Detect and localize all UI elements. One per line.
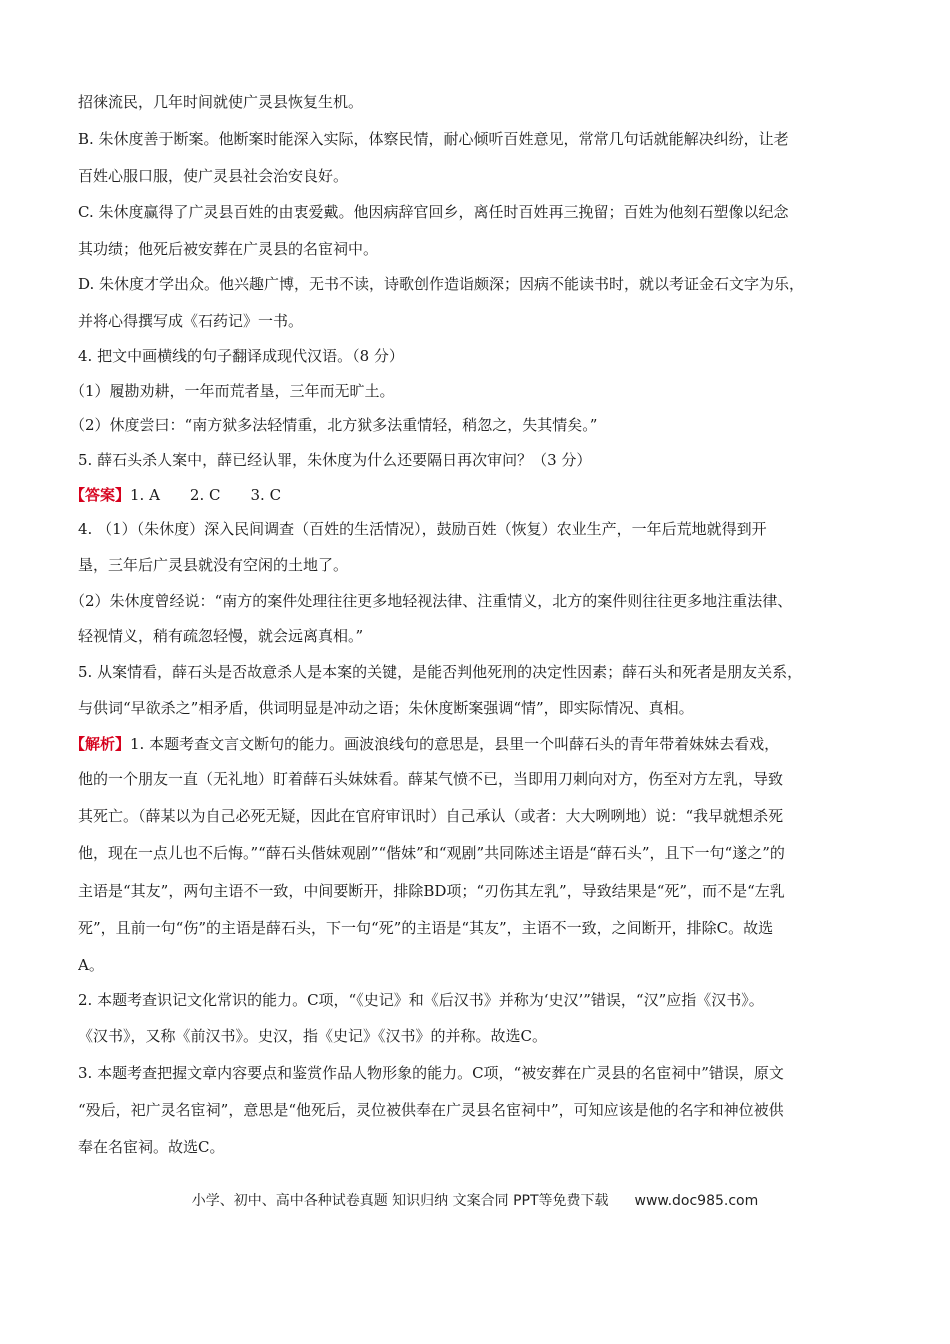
analysis-line: A。 [78, 956, 104, 974]
answer-line: 与供词“早欲杀之”相矛盾，供词明显是冲动之语；朱休度断案强调“情”，即实际情况、真相。 [78, 699, 694, 717]
analysis-line: 3. 本题考查把握文章内容要点和鉴赏作品人物形象的能力。C项，“被安葬在广灵县的名宦祠中”错误，原文 [78, 1064, 784, 1082]
analysis-line: 他，现在一点儿也不后悔。”“薛石头偕妹观剧”“偕妹”和“观剧”共同陈述主语是“薛石头”，且下一句“遂之”的 [78, 844, 785, 862]
answer-line: 轻视情义，稍有疏忽轻慢，就会远离真相。” [78, 627, 364, 645]
question-4-2: （2）休度尝曰：“南方狱多法轻情重，北方狱多法重情轻，稍忽之，失其情矣。” [70, 416, 598, 434]
analysis-line: 死”，且前一句“伤”的主语是薛石头，下一句“死”的主语是“其友”，主语不一致，之间断开，排除C。故选 [78, 919, 774, 937]
answer-line: 4. （1）（朱休度）深入民间调查（百姓的生活情况），鼓励百姓（恢复）农业生产，一年后荒地就得到开 [78, 520, 767, 538]
question-4-1: （1）履勘劝耕，一年而荒者垦，三年而无旷土。 [70, 382, 395, 400]
analysis-line: 其死亡。（薛某以为自己必死无疑，因此在官府审讯时）自己承认（或者：大大咧咧地）说：“我早就想杀死 [78, 807, 784, 825]
analysis-heading [70, 734, 870, 754]
question-5: 5. 薛石头杀人案中，薛已经认罪，朱休度为什么还要隔日再次审问？（3 分） [78, 451, 592, 469]
answer-choices: 1. A 2. C 3. C [130, 486, 282, 504]
analysis-line: 《汉书》，又称《前汉书》。史汉，指《史记》《汉书》的并称。故选C。 [78, 1027, 547, 1045]
footer-text: 小学、初中、高中各种试卷真题 知识归纳 文案合同 PPT等免费下载 [191, 1193, 609, 1209]
answer-line: （2）朱休度曾经说：“南方的案件处理往往更多地轻视法律、注重情义，北方的案件则往往更多地注重法律、 [70, 592, 793, 610]
answer-heading [70, 485, 870, 505]
option-c-line: C. 朱休度赢得了广灵县百姓的由衷爱戴。他因病辞官回乡，离任时百姓再三挽留；百姓为他刻石塑像以纪念 [78, 203, 789, 221]
text-line: 并将心得撰写成《石药记》一书。 [78, 312, 304, 330]
analysis-line: 奉在名宦祠。故选C。 [78, 1138, 225, 1156]
answer-line: 垦，三年后广灵县就没有空闲的土地了。 [78, 556, 349, 574]
analysis-line: 他的一个朋友一直（无礼地）盯着薛石头妹妹看。薛某气愤不已，当即用刀刺向对方，伤至对方左乳，导致 [78, 770, 784, 788]
analysis-line: 主语是“其友”，两句主语不一致，中间要断开，排除BD项；“刃伤其左乳”，导致结果是“死”，而不是“左乳 [78, 882, 785, 900]
analysis-line: 2. 本题考查识记文化常识的能力。C项，“《史记》和《后汉书》并称为‘史汉’”错误，“汉”应指《汉书》。 [78, 991, 764, 1009]
question-4: 4. 把文中画横线的句子翻译成现代汉语。（8 分） [78, 347, 404, 365]
analysis-first-line: 1. 本题考查文言文断句的能力。画波浪线句的意思是，县里一个叫薛石头的青年带着妹妹去看戏， [130, 735, 780, 753]
option-d-line: D. 朱休度才学出众。他兴趣广博，无书不读，诗歌创作造诣颇深；因病不能读书时，就以考证金石文字为乐， [78, 275, 805, 293]
answer-tag: 【答案】 [70, 486, 131, 504]
analysis-tag: 【解析】 [70, 735, 131, 753]
text-line: 百姓心服口服，使广灵县社会治安良好。 [78, 167, 349, 185]
analysis-line: “殁后，祀广灵名宦祠”，意思是“他死后，灵位被供奉在广灵县名宦祠中”，可知应该是他的名字和神位被供 [78, 1101, 784, 1119]
page-footer [0, 1190, 950, 1210]
text-line: 招徕流民，几年时间就使广灵县恢复生机。 [78, 93, 364, 111]
answer-line: 5. 从案情看，薛石头是否故意杀人是本案的关键，是能否判他死刑的决定性因素；薛石头和死者是朋友关系， [78, 663, 803, 681]
option-b-line: B. 朱休度善于断案。他断案时能深入实际，体察民情，耐心倾听百姓意见，常常几句话就能解决纠纷，让老 [78, 130, 789, 148]
text-line: 其功绩；他死后被安葬在广灵县的名宦祠中。 [78, 240, 379, 258]
footer-link[interactable]: www.doc985.com [634, 1193, 759, 1209]
